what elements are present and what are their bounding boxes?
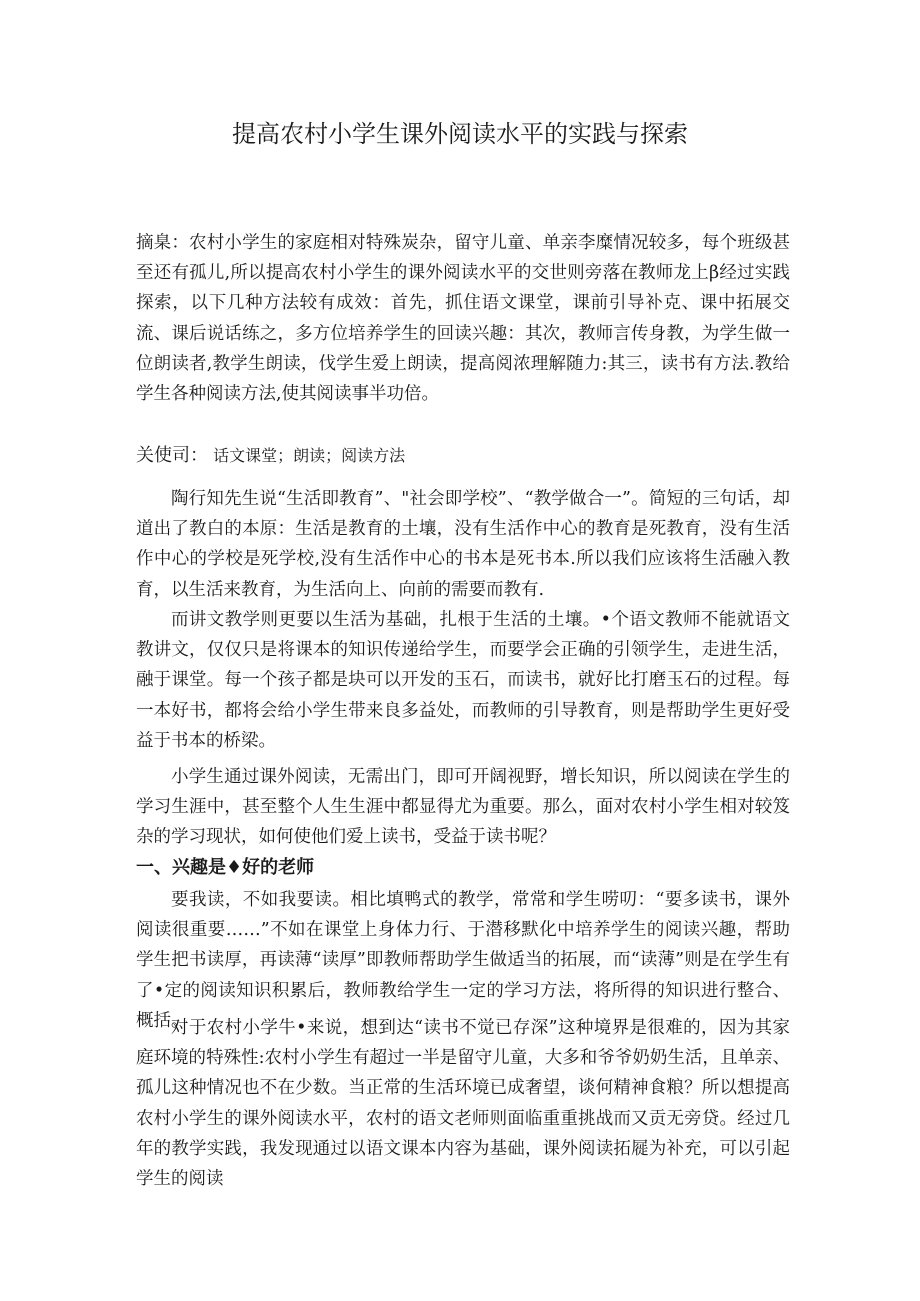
document-title: 提高农村小学生课外阅读水平的实践与探索 [232, 120, 688, 148]
section-heading: 一、兴趣是♦好的老师 [136, 857, 315, 878]
keywords-value: 话文课堂；朗读；阅读方法 [213, 446, 406, 465]
body-paragraph: 陶行知先生说“生活即教育”、"社会即学校”、“教学做合一”。简短的三句话，却道出了教白的本原：生活是教育的土壤，没有生活作中心的教育是死教育，没有生活作中心的学校是死学校,没有生活作中心的书本是死书本.所以我们应该将生活融入教育，以生活来教育，为生活向上、向前的需要而教有. [136, 489, 790, 600]
keywords-label: 关使司： [136, 445, 208, 466]
keywords-line [136, 443, 790, 469]
abstract-paragraph: 摘臬：农村小学生的家庭相对特殊炭杂，留守儿童、单亲李糜情况较多，每个班级甚至还有孤儿,所以提高农村小学生的课外阅读水平的交世则旁落在教师龙上β经过实践探索，以下几种方法较有成效：首先，抓住语文课堂，课前引导补克、课中拓展交流、课后说话练之，多方位培养学生的回读兴趣：其次，教师言传身教，为学生做一位朗读者,教学生朗读，伐学生爱上朗读，提高阅浓理解随力:其三，读书有方法.教给学生各种阅读方法,使其阅读事半功倍。 [136, 233, 790, 405]
body-paragraph: 对于农村小学牛•来说，想到达“读书不觉已存深”这种境界是很难的，因为其家庭环境的特殊性:农村小学生有超过一半是留守儿童，大多和爷爷奶奶生活，且单亲、孤儿这种情况也不在少数。当正常的生活环境已成奢望，谈何精神食粮？所以想提高农村小学生的课外阅读水平，农村的语文老师则面临重重挑战而又贡无旁贷。经过几年的教学实践，我发现通过以语文课本内容为基础，课外阅读拓屣为补充，可以引起学生的阅读 [136, 1018, 790, 1190]
body-paragraph: 小学生通过课外阅读，无需出门，即可开阔视野，增长知识，所以阅读在学生的学习生涯中，甚至整个人生生涯中都显得尤为重要。那么，面对农村小学生相对较笈杂的学习现状，如何使他们爱上读书，受益于读书呢？ [136, 767, 790, 848]
body-paragraph: 而讲文教学则更要以生活为基础，扎根于生活的土壤。•个语文教师不能就语文教讲文，仅仅只是将课本的知识传递给学生，而要学会正确的引领学生，走进生活，融于课堂。每一个孩子都是块可以开发的玉石，而读书，就好比打磨玉石的过程。每一本好书，都将会给小学生带来良多益处，而教师的引导教育，则是帮助学生更好受益于书本的桥梁。 [136, 610, 790, 751]
body-paragraph: 要我读，不如我要读。相比填鸭式的教学，常常和学生唠叨：“要多读书，课外阅读很重要……”不如在课堂上身体力行、于潜移默化中培养学生的阅读兴趣，帮助学生把书读厚，再读薄“读厚”即教师帮助学生做适当的拓展，而“读薄”则是在学生有了•定的阅读知识积累后，教师教给学生一定的学习方法，将所得的知识进行整合、概括。 [136, 890, 790, 1031]
